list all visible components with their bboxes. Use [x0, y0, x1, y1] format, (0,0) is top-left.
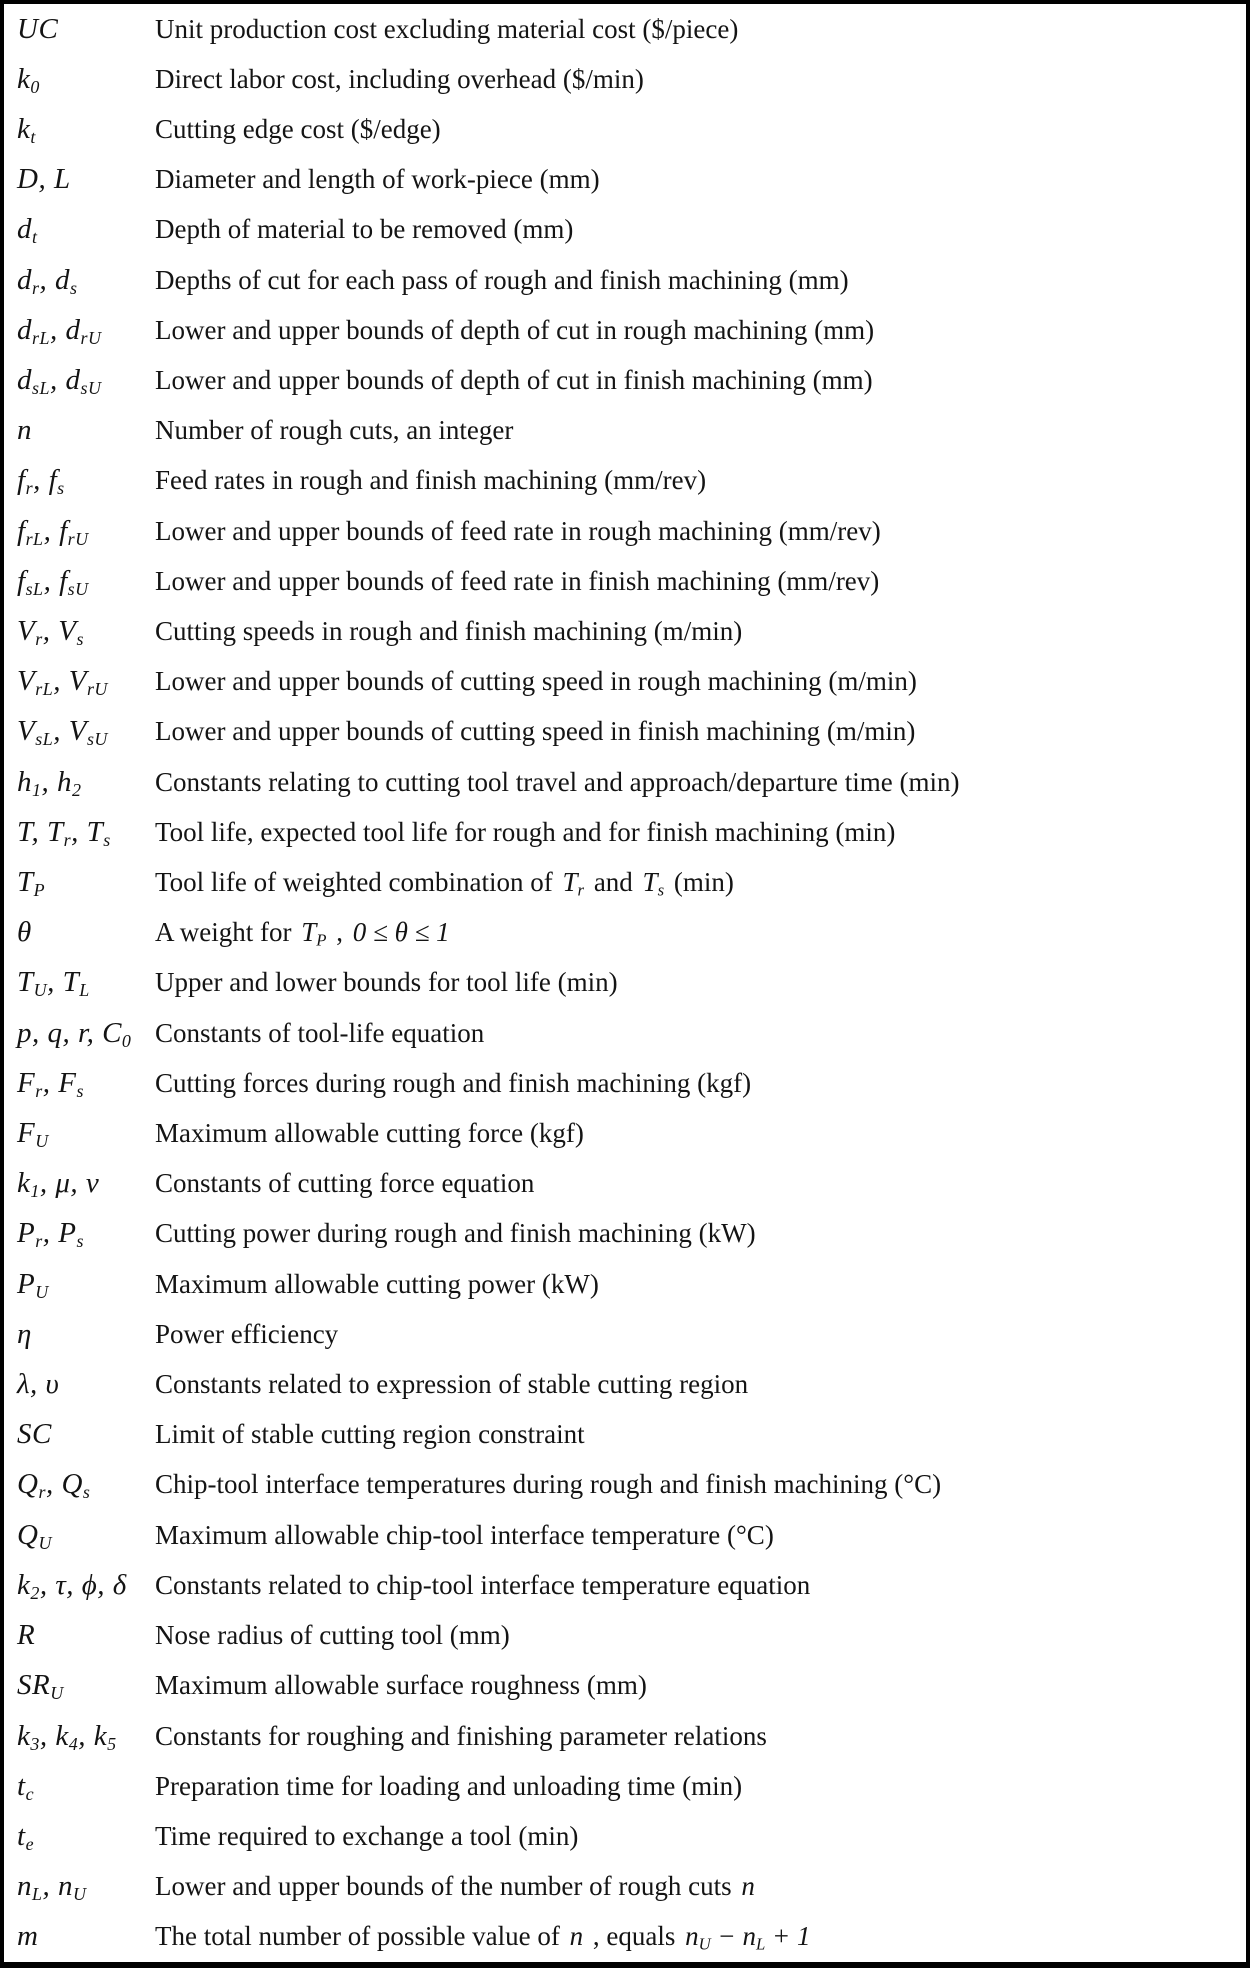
table-row [4, 54, 1246, 104]
description-cell: Lower and upper bounds of depth of cut in rough machining (mm) [155, 314, 875, 345]
table-row [4, 857, 1246, 907]
table-row [4, 155, 1246, 205]
description-cell: Maximum allowable chip-tool interface temperature (°C) [155, 1519, 774, 1550]
symbol-cell: D, L [17, 163, 71, 196]
symbol-cell: $V_r$, $V_s$ [17, 615, 84, 650]
table-row [4, 1460, 1246, 1510]
table-row [4, 1611, 1246, 1661]
description-cell: Limit of stable cutting region constraint [155, 1419, 585, 1450]
table-row [4, 1912, 1246, 1962]
description-cell: Constants of tool-life equation [155, 1017, 485, 1048]
table-row [4, 1159, 1246, 1209]
table-row [4, 958, 1246, 1008]
symbol-cell: $f_{rL}$, $f_{rU}$ [17, 514, 89, 549]
description-cell: Maximum allowable cutting power (kW) [155, 1268, 599, 1299]
description-cell: Upper and lower bounds for tool life (min) [155, 967, 618, 998]
symbol-cell: η [17, 1317, 32, 1350]
symbol-cell: $P_r$, $P_s$ [17, 1217, 84, 1252]
description-cell: Unit production cost excluding material cost ($/piece) [155, 13, 739, 44]
nomenclature-table [4, 4, 1246, 1962]
symbol-cell: SC [17, 1418, 52, 1451]
table-row [4, 104, 1246, 154]
symbol-cell: $h_1$, $h_2$ [17, 765, 82, 800]
symbol-cell: θ [17, 916, 32, 949]
table-row [4, 1359, 1246, 1409]
symbol-cell: $V_{sL}$, $V_{sU}$ [17, 715, 108, 750]
description-cell: Diameter and length of work-piece (mm) [155, 164, 600, 195]
description-cell: Lower and upper bounds of feed rate in rough machining (mm/rev) [155, 515, 881, 546]
symbol-cell: $T_U$, $T_L$ [17, 966, 90, 1001]
description-cell: Lower and upper bounds of cutting speed in finish machining (m/min) [155, 716, 916, 747]
symbol-cell: p, q, r, $C_0$ [17, 1016, 132, 1051]
description-cell: Tool life of weighted combination of $T_r$ and $T_s$ (min) [155, 867, 734, 900]
table-row [4, 1108, 1246, 1158]
symbol-cell: m [17, 1920, 39, 1953]
table-row [4, 205, 1246, 255]
table-row [4, 606, 1246, 656]
table-row [4, 1711, 1246, 1761]
symbol-cell: $t_c$ [17, 1769, 35, 1804]
table-row [4, 1309, 1246, 1359]
symbol-cell: $k_0$ [17, 62, 40, 97]
description-cell: Maximum allowable surface roughness (mm) [155, 1670, 647, 1701]
description-cell: Cutting edge cost ($/edge) [155, 114, 441, 144]
table-row [4, 1510, 1246, 1560]
symbol-cell: $V_{rL}$, $V_{rU}$ [17, 665, 108, 700]
description-cell: Time required to exchange a tool (min) [155, 1820, 579, 1851]
symbol-cell: $n_L$, $n_U$ [17, 1870, 87, 1905]
symbol-cell: UC [17, 12, 59, 45]
description-cell: Tool life, expected tool life for rough and for finish machining (min) [155, 816, 896, 847]
table-row [4, 1058, 1246, 1108]
symbol-cell: $F_U$ [17, 1117, 49, 1152]
table-row [4, 1661, 1246, 1711]
table-row [4, 657, 1246, 707]
description-cell: Chip-tool interface temperatures during rough and finish machining (°C) [155, 1469, 942, 1500]
table-row [4, 255, 1246, 305]
table-row [4, 1410, 1246, 1460]
symbol-cell: $f_{sL}$, $f_{sU}$ [17, 564, 89, 599]
symbol-cell: $d_{rL}$, $d_{rU}$ [17, 313, 102, 348]
description-cell: Number of rough cuts, an integer [155, 415, 514, 446]
symbol-cell: n [17, 414, 32, 447]
symbol-cell: $Q_U$ [17, 1518, 52, 1553]
symbol-cell: $P_U$ [17, 1267, 49, 1302]
table-row [4, 1761, 1246, 1811]
symbol-cell: $k_1$, μ, ν [17, 1167, 100, 1202]
description-cell: Lower and upper bounds of the number of rough cuts n [155, 1871, 755, 1902]
table-row [4, 1209, 1246, 1259]
description-cell: Constants of cutting force equation [155, 1168, 535, 1199]
table-row [4, 305, 1246, 355]
table-row [4, 757, 1246, 807]
symbol-cell: $f_r$, $f_s$ [17, 464, 65, 499]
description-cell: The total number of possible value of n , equals $n_U - n_L + 1$ [155, 1921, 811, 1954]
description-cell: Lower and upper bounds of feed rate in finish machining (mm/rev) [155, 565, 880, 596]
description-cell: Nose radius of cutting tool (mm) [155, 1620, 510, 1651]
description-cell: Cutting speeds in rough and finish machining (m/min) [155, 616, 743, 647]
table-row [4, 506, 1246, 556]
table-row [4, 1008, 1246, 1058]
table-row [4, 4, 1246, 54]
table-row [4, 1560, 1246, 1610]
symbol-cell: $d_r$, $d_s$ [17, 263, 78, 298]
table-row [4, 556, 1246, 606]
table-row [4, 707, 1246, 757]
table-row [4, 908, 1246, 958]
symbol-cell: $d_{sL}$, $d_{sU}$ [17, 364, 102, 399]
table-row [4, 456, 1246, 506]
description-cell: Constants relating to cutting tool travel and approach/departure time (min) [155, 766, 960, 797]
description-cell: Depth of material to be removed (mm) [155, 214, 574, 245]
description-cell: Cutting forces during rough and finish machining (kgf) [155, 1067, 752, 1098]
symbol-cell: $F_r$, $F_s$ [17, 1066, 84, 1101]
symbol-cell: $k_t$ [17, 113, 36, 148]
symbol-cell: $T_P$ [17, 866, 46, 901]
table-row [4, 1259, 1246, 1309]
symbol-cell: $SR_U$ [17, 1669, 64, 1704]
symbol-cell: R [17, 1619, 36, 1652]
description-cell: Constants related to chip-tool interface temperature equation [155, 1569, 811, 1600]
table-row [4, 406, 1246, 456]
table-row [4, 1862, 1246, 1912]
description-cell: Cutting power during rough and finish machining (kW) [155, 1218, 756, 1249]
description-cell: Constants related to expression of stable cutting region [155, 1369, 749, 1400]
description-cell: Power efficiency [155, 1318, 339, 1349]
table-row [4, 807, 1246, 857]
symbol-cell: $k_3$, $k_4$, $k_5$ [17, 1719, 117, 1754]
description-cell: Constants for roughing and finishing parameter relations [155, 1720, 767, 1751]
symbol-cell: $d_t$ [17, 213, 38, 248]
symbol-cell: $t_e$ [17, 1819, 35, 1854]
table-row [4, 1811, 1246, 1861]
symbol-cell: $k_2$, τ, ϕ, δ [17, 1568, 127, 1603]
description-cell: Preparation time for loading and unloading time (min) [155, 1770, 743, 1801]
symbol-cell: λ, υ [17, 1368, 60, 1401]
description-cell: Lower and upper bounds of cutting speed in rough machining (m/min) [155, 666, 917, 697]
description-cell: Depths of cut for each pass of rough and finish machining (mm) [155, 264, 849, 295]
symbol-cell: T, $T_r$, $T_s$ [17, 815, 111, 850]
description-cell: A weight for $T_P$ , 0 ≤ θ ≤ 1 [155, 917, 450, 950]
description-cell: Lower and upper bounds of depth of cut in finish machining (mm) [155, 365, 873, 396]
description-cell: Direct labor cost, including overhead ($/min) [155, 63, 644, 94]
table-row [4, 355, 1246, 405]
symbol-cell: $Q_r$, $Q_s$ [17, 1468, 91, 1503]
description-cell: Maximum allowable cutting force (kgf) [155, 1118, 584, 1149]
description-cell: Feed rates in rough and finish machining (mm/rev) [155, 465, 707, 496]
